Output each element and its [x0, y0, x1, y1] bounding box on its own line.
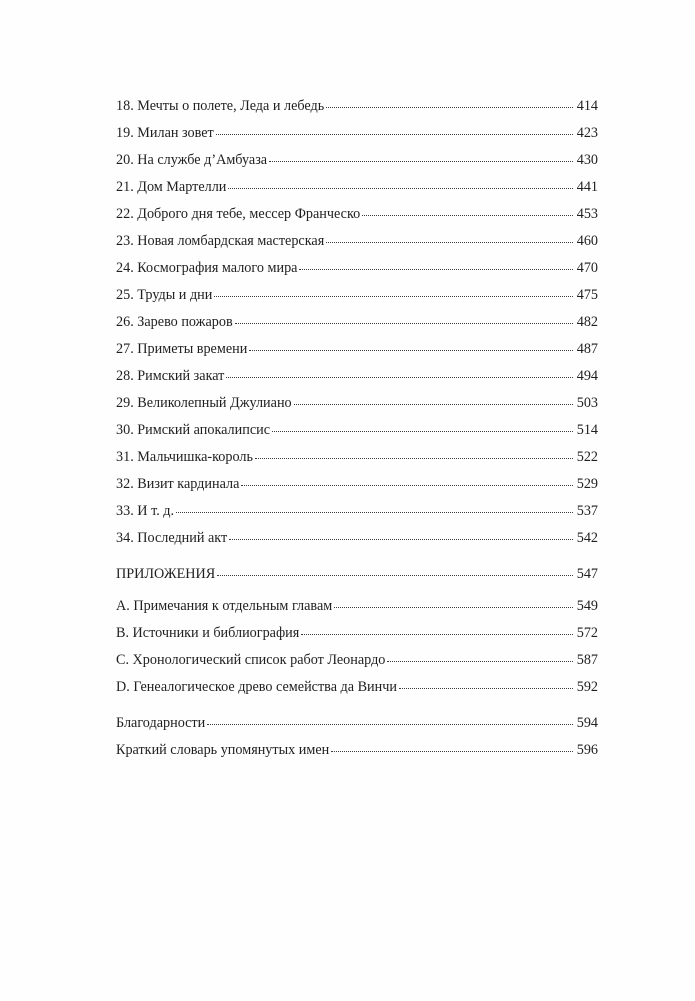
toc-entry-page-number: 475 — [576, 287, 598, 303]
dot-leader — [294, 403, 573, 405]
toc-entry-chapter-24 — [116, 255, 598, 282]
toc-entry-title: D. Генеалогическое древо семейства да Винчи — [116, 679, 397, 695]
toc-entry-chapter-19 — [116, 120, 598, 147]
toc-entry-title: Благодарности — [116, 715, 206, 731]
toc-entry-page-number: 549 — [576, 598, 598, 614]
toc-entry-chapter-29 — [116, 390, 598, 417]
dot-leader — [387, 660, 573, 662]
toc-entry-appendix-b — [116, 620, 598, 647]
toc-entry-page-number: 587 — [576, 652, 598, 668]
toc-entry-page-number: 547 — [576, 566, 598, 582]
back-matter-section — [116, 710, 598, 764]
toc-entry-chapter-32 — [116, 471, 598, 498]
dot-leader — [217, 574, 573, 576]
toc-entry-page-number: 430 — [576, 152, 598, 168]
toc-entry-page-number: 503 — [576, 395, 598, 411]
toc-entry-title: 25. Труды и дни — [116, 287, 213, 303]
dot-leader — [229, 538, 573, 540]
toc-entry-page-number: 529 — [576, 476, 598, 492]
toc-entry-names-glossary — [116, 737, 598, 764]
toc-entry-page-number: 537 — [576, 503, 598, 519]
toc-entry-chapter-33 — [116, 498, 598, 525]
toc-entry-page-number: 494 — [576, 368, 598, 384]
toc-entry-acknowledgements — [116, 710, 598, 737]
dot-leader — [334, 606, 573, 608]
dot-leader — [207, 723, 573, 725]
toc-entry-page-number: 522 — [576, 449, 598, 465]
toc-entry-appendix-c — [116, 647, 598, 674]
toc-entry-page-number: 470 — [576, 260, 598, 276]
dot-leader — [331, 750, 573, 752]
toc-entry-chapter-20 — [116, 147, 598, 174]
dot-leader — [176, 511, 573, 513]
toc-entry-title: 27. Приметы времени — [116, 341, 248, 357]
dot-leader — [272, 430, 573, 432]
toc-entry-chapter-22 — [116, 201, 598, 228]
toc-entry-chapter-21 — [116, 174, 598, 201]
toc-entry-page-number: 414 — [576, 98, 598, 114]
toc-entry-title: 20. На службе д’Амбуаза — [116, 152, 268, 168]
dot-leader — [269, 160, 573, 162]
toc-entry-appendix-d — [116, 674, 598, 701]
toc-entry-title: C. Хронологический список работ Леонардо — [116, 652, 386, 668]
toc-entry-chapter-34 — [116, 525, 598, 552]
dot-leader — [241, 484, 573, 486]
dot-leader — [249, 349, 573, 351]
dot-leader — [299, 268, 573, 270]
toc-entry-page-number: 441 — [576, 179, 598, 195]
toc-entry-page-number: 460 — [576, 233, 598, 249]
toc-entry-title: 32. Визит кардинала — [116, 476, 240, 492]
toc-entry-page-number: 487 — [576, 341, 598, 357]
toc-entry-title: 33. И т. д. — [116, 503, 175, 519]
toc-entry-page-number: 482 — [576, 314, 598, 330]
toc-entry-title: 26. Зарево пожаров — [116, 314, 233, 330]
toc-entry-title: 23. Новая ломбардская мастерская — [116, 233, 325, 249]
toc-entry-title: 18. Мечты о полете, Леда и лебедь — [116, 98, 325, 114]
toc-entry-title: 31. Мальчишка-король — [116, 449, 253, 465]
toc-entry-page-number: 514 — [576, 422, 598, 438]
toc-entry-chapter-28 — [116, 363, 598, 390]
dot-leader — [216, 133, 573, 135]
toc-entry-page-number: 572 — [576, 625, 598, 641]
toc-entry-chapter-30 — [116, 417, 598, 444]
dot-leader — [255, 457, 573, 459]
toc-entry-title: B. Источники и библиография — [116, 625, 300, 641]
toc-entry-appendices-heading — [116, 561, 598, 588]
dot-leader — [326, 106, 573, 108]
toc-entry-chapter-31 — [116, 444, 598, 471]
toc-entry-title: 22. Доброго дня тебе, мессер Франческо — [116, 206, 361, 222]
dot-leader — [301, 633, 573, 635]
toc-entry-title: 19. Милан зовет — [116, 125, 214, 141]
toc-entry-page-number: 596 — [576, 742, 598, 758]
toc-entry-appendix-a — [116, 593, 598, 620]
toc-entry-title: 28. Римский закат — [116, 368, 225, 384]
toc-entry-title: 34. Последний акт — [116, 530, 228, 546]
toc-entry-title: Краткий словарь упомянутых имен — [116, 742, 330, 758]
toc-entry-chapter-18 — [116, 93, 598, 120]
toc-entry-chapter-25 — [116, 282, 598, 309]
toc-entry-title: 24. Космография малого мира — [116, 260, 298, 276]
dot-leader — [326, 241, 573, 243]
table-of-contents — [116, 93, 598, 764]
toc-entry-title: A. Примечания к отдельным главам — [116, 598, 333, 614]
dot-leader — [214, 295, 573, 297]
appendices-section — [116, 561, 598, 701]
toc-entry-page-number: 542 — [576, 530, 598, 546]
chapter-list — [116, 93, 598, 552]
toc-entry-chapter-27 — [116, 336, 598, 363]
toc-entry-page-number: 453 — [576, 206, 598, 222]
toc-entry-title: ПРИЛОЖЕНИЯ — [116, 566, 216, 582]
toc-entry-title: 30. Римский апокалипсис — [116, 422, 271, 438]
dot-leader — [362, 214, 573, 216]
toc-entry-page-number: 592 — [576, 679, 598, 695]
dot-leader — [226, 376, 573, 378]
toc-entry-chapter-23 — [116, 228, 598, 255]
toc-entry-page-number: 594 — [576, 715, 598, 731]
dot-leader — [399, 687, 573, 689]
toc-entry-title: 29. Великолепный Джулиано — [116, 395, 292, 411]
toc-entry-page-number: 423 — [576, 125, 598, 141]
dot-leader — [228, 187, 573, 189]
dot-leader — [235, 322, 573, 324]
toc-entry-chapter-26 — [116, 309, 598, 336]
toc-entry-title: 21. Дом Мартелли — [116, 179, 227, 195]
